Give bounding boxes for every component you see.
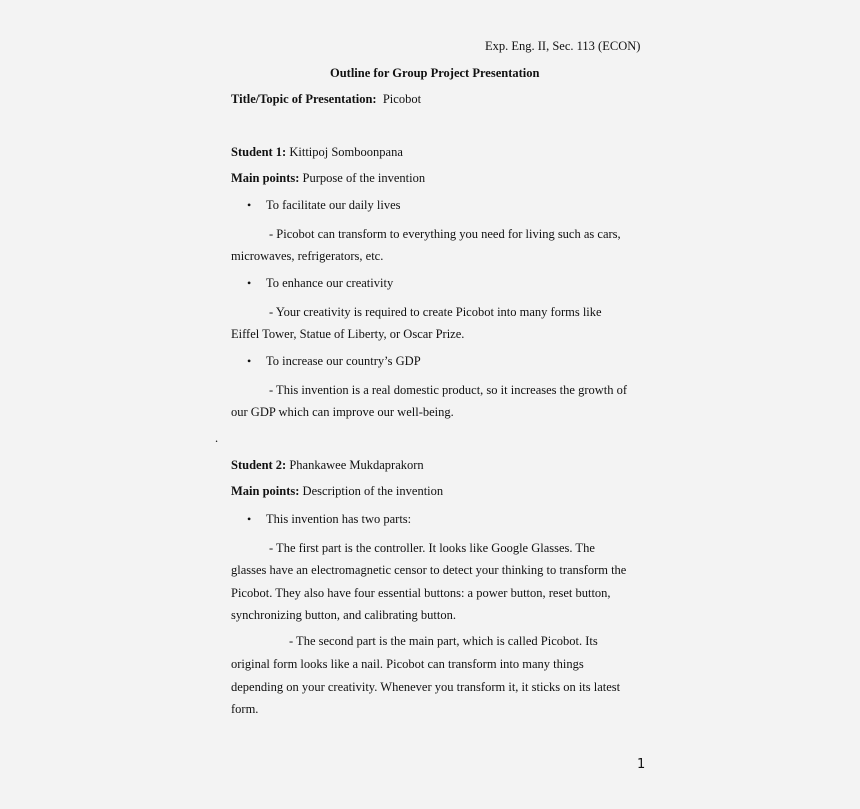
student2-part2-line3: depending on your creativity. Whenever you transform it, it sticks on its latest (231, 680, 621, 694)
topic-value: Picobot (382, 92, 422, 106)
bullet-icon: • (247, 198, 252, 212)
document-title: Outline for Group Project Presentation (330, 66, 540, 80)
student1-bullet-3: To increase our country’s GDP (266, 354, 421, 368)
student2-bullet-1: This invention has two parts: (266, 512, 412, 526)
course-header: Exp. Eng. II, Sec. 113 (ECON) (485, 39, 641, 53)
student1-name: Kittipoj Somboonpana (289, 145, 403, 159)
student2-part1-line1: - The first part is the controller. It looks like Google Glasses. The (269, 541, 595, 555)
bullet-icon: • (247, 512, 252, 526)
student1-label: Student 1: (231, 145, 287, 159)
stray-period: . (215, 431, 219, 445)
topic-line (231, 91, 421, 107)
student2-part2-line4: form. (231, 702, 259, 716)
student2-main-points: Main points: Description of the invention (231, 484, 444, 498)
page-number: 1 (637, 757, 646, 772)
student2-line (231, 457, 424, 473)
student1-bullet-2: To enhance our creativity (266, 276, 394, 290)
bullet-icon: • (247, 354, 252, 368)
student2-part1-line4: synchronizing button, and calibrating button. (231, 608, 456, 622)
student2-label: Student 2: (231, 458, 287, 472)
student2-part1-line3: Picobot. They also have four essential buttons: a power button, reset button, (231, 586, 611, 600)
bullet-icon: • (247, 276, 252, 290)
student1-main-points: Main points: Purpose of the invention (231, 171, 426, 185)
student1-bullet-1-text-cont: microwaves, refrigerators, etc. (231, 249, 384, 263)
student1-bullet-2-text: - Your creativity is required to create Picobot into many forms like (269, 305, 602, 319)
student1-bullet-2-text-cont: Eiffel Tower, Statue of Liberty, or Oscar Prize. (231, 327, 465, 341)
student1-bullet-1: To facilitate our daily lives (266, 198, 401, 212)
student1-bullet-1-text: - Picobot can transform to everything you need for living such as cars, (269, 227, 621, 241)
topic-label: Title/Topic of Presentation: (231, 92, 377, 106)
student2-name: Phankawee Mukdaprakorn (289, 458, 424, 472)
student2-part2-line1: - The second part is the main part, which is called Picobot. Its (289, 634, 598, 648)
student1-bullet-3-text: - This invention is a real domestic product, so it increases the growth of (269, 383, 628, 397)
student2-part2-line2: original form looks like a nail. Picobot can transform into many things (231, 657, 584, 671)
student1-bullet-3-text-cont: our GDP which can improve our well-being. (231, 405, 454, 419)
student2-part1-line2: glasses have an electromagnetic censor to detect your thinking to transform the (231, 563, 627, 577)
student1-line (231, 144, 403, 160)
